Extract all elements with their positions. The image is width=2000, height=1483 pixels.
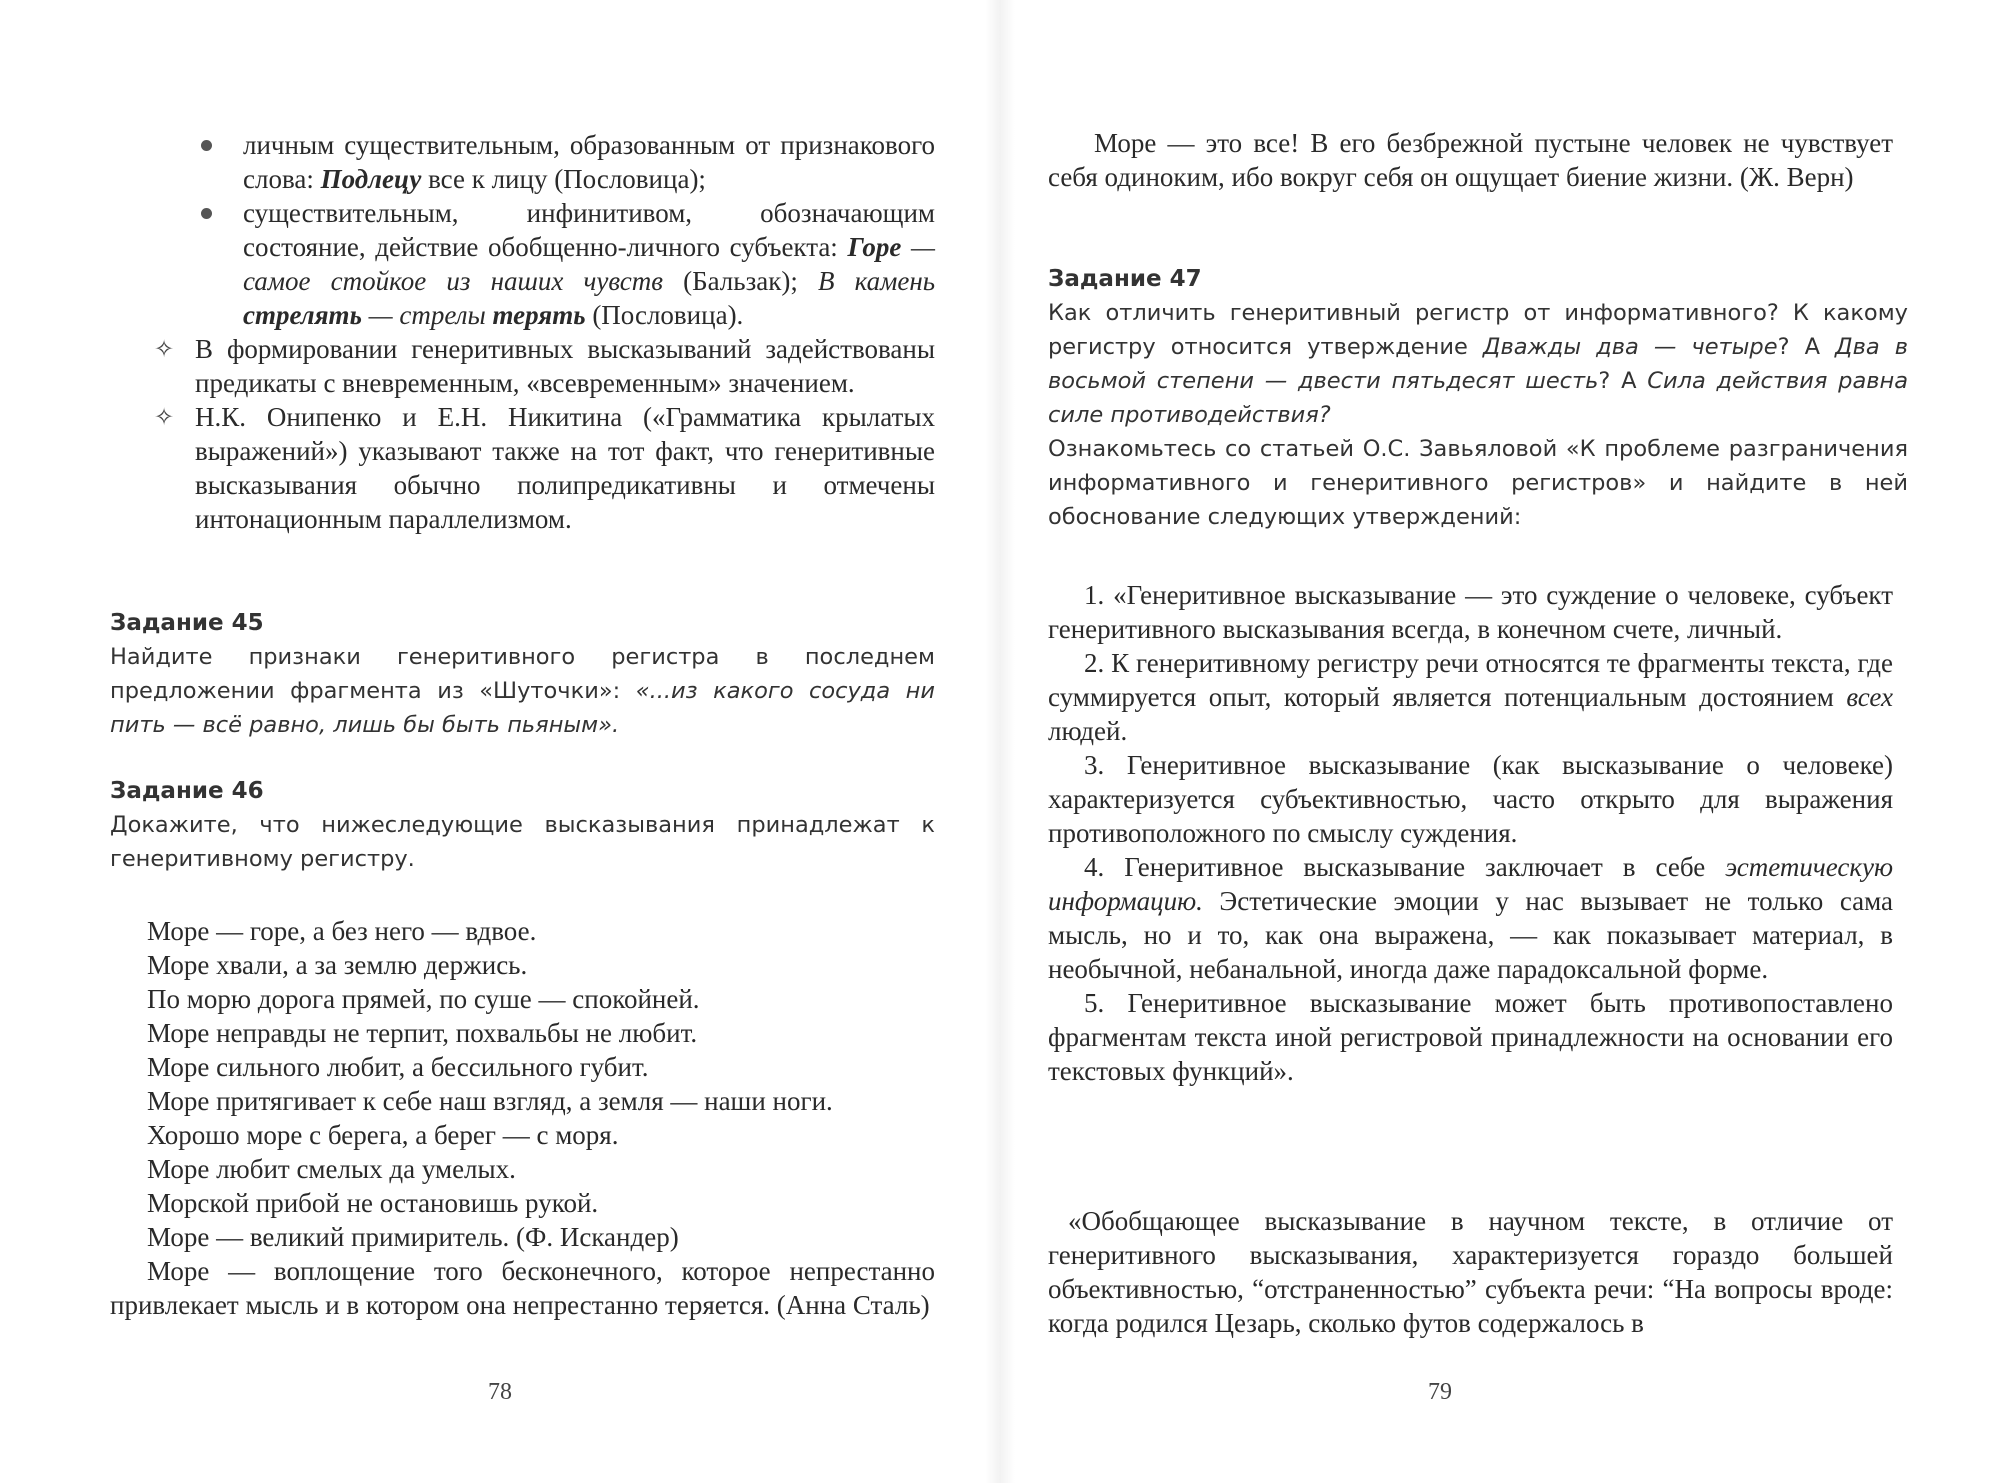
bullet-text: существительным, инфинитивом, обозначающим состояние, действие обобщенно-личного субъекта: [243, 198, 935, 262]
statement-text: людей. [1048, 716, 1128, 746]
statement-text: 2. К генеритивному регистру речи относятся те фрагменты текста, где суммируется опыт, который является потенциальным достоянием [1048, 648, 1893, 712]
proverb: Море — воплощение того бесконечного, которое непрестанно привлекает мысль и в котором она непрестанно теряется. (Анна Сталь) [110, 1256, 935, 1320]
diamond-star-icon: ✧ [154, 335, 175, 363]
task-example: Дважды два — четыре [1482, 334, 1778, 360]
proverb: Море — великий примиритель. (Ф. Искандер) [147, 1222, 679, 1252]
statement-emphasis: эстетическую информацию. [1048, 852, 1893, 916]
bullet-dot-icon [201, 140, 212, 151]
statement [1048, 646, 1893, 748]
task-text-plain: ? А [1777, 334, 1836, 360]
task-text [110, 640, 935, 742]
example-italic: — самое стойкое из наших чувств [243, 232, 936, 296]
task-heading: Задание 47 [1048, 266, 1202, 292]
diamond-star-icon: ✧ [154, 403, 175, 431]
proverb: По морю дорога прямей, по суше — спокойней. [147, 984, 700, 1014]
diamond-text: В формировании генеритивных высказываний задействованы предикаты с вневременным, «всевременным» значением. [195, 334, 935, 398]
example-italic: — стрелы [361, 300, 493, 330]
statement [1048, 850, 1893, 986]
statement: 3. Генеритивное высказывание (как высказывание о человеке) характеризуется субъективностью, часто открыто для выражения противоположного по смыслу суждения. [1048, 750, 1893, 848]
bullet-list [197, 128, 935, 332]
bullet-item [197, 128, 935, 196]
example-italic: В камень [818, 266, 936, 296]
bullet-text: личным существительным, образованным от признакового слова: [243, 130, 935, 194]
task-text-plain: Как отличить генеритивный регистр от информативного? К какому регистру относится утверждение [1048, 300, 1908, 360]
diamond-item [155, 400, 935, 536]
task-45 [110, 606, 935, 742]
verne-quote: Море — это все! В его безбрежной пустыне человек не чувствует себя одиноким, ибо вокруг себя он ощущает биение жизни. (Ж. Верн) [1048, 128, 1893, 192]
task-heading: Задание 46 [110, 778, 264, 804]
statement: 5. Генеритивное высказывание может быть противопоставлено фрагментам текста иной регистровой принадлежности на основании его текстовых функций». [1048, 988, 1893, 1086]
example-bold: Горе [847, 232, 902, 262]
page-number: 78 [488, 1379, 512, 1405]
proverb: Море сильного любит, а бессильного губит. [147, 1052, 649, 1082]
statement: 1. «Генеритивное высказывание — это суждение о человеке, субъект генеритивного высказывания всегда, в конечном счете, личный. [1048, 580, 1893, 644]
proverb: Море любит смелых да умелых. [147, 1154, 516, 1184]
statement-text: 4. Генеритивное высказывание заключает в себе [1084, 852, 1726, 882]
example-source: (Пословица). [585, 300, 744, 330]
proverb: Море неправды не терпит, похвальбы не любит. [147, 1018, 698, 1048]
bullet-example-bold: Подлецу [320, 164, 422, 194]
example-source: (Бальзак); [662, 266, 798, 296]
bullet-text: все к лицу (Пословица); [421, 164, 706, 194]
page-number: 79 [1428, 1379, 1452, 1405]
example-bold: стрелять [243, 300, 362, 330]
proverb: Море притягивает к себе наш взгляд, а земля — наши ноги. [147, 1086, 833, 1116]
task-text-plain: Найдите признаки генеритивного регистра в последнем предложении фрагмента из «Шуточки»: [110, 644, 935, 704]
task-47 [1048, 262, 1908, 534]
diamond-list [155, 332, 935, 536]
diamond-item [155, 332, 935, 400]
bullet-dot-icon [201, 208, 212, 219]
proverb: Морской прибой не остановишь рукой. [147, 1188, 599, 1218]
statements-list [1048, 578, 1893, 1088]
task-text-plain: ? А [1598, 368, 1648, 394]
diamond-text: Н.К. Онипенко и Е.Н. Никитина («Грамматика крылатых выражений») указывают также на тот факт, что генеритивные высказывания обычно полипредикативны и отмечены интонационным параллелизмом. [195, 402, 935, 534]
task-question [1048, 296, 1908, 432]
task-46 [110, 774, 935, 876]
proverb-list [110, 914, 935, 1322]
proverb: Хорошо море с берега, а берег — с моря. [147, 1120, 619, 1150]
right-page [1000, 0, 2000, 1483]
bullet-item [197, 196, 935, 332]
example-bold: терять [492, 300, 586, 330]
task-quote: «...из какого сосуда ни пить — всё равно, лишь бы быть пьяным». [110, 678, 935, 738]
statement-text: Эстетические эмоции у нас вызывает не только сама мысль, но и то, как она выражена, — как показывает материал, в необычной, небанальной, иногда даже парадоксальной форме. [1048, 886, 1893, 984]
statement-emphasis: всех [1846, 682, 1893, 712]
closing-quote: «Обобщающее высказывание в научном тексте, в отличие от генеритивного высказывания, характеризуется гораздо большей объективностью, “отстраненностью” субъекта речи: “На вопросы вроде: когда родился Цезарь, сколько футов содержалось в [1048, 1206, 1893, 1338]
task-heading: Задание 45 [110, 610, 264, 636]
task-instruction: Ознакомьтесь со статьей О.С. Завьяловой «К проблеме разграничения информативного и генеритивного регистров» и найдите в ней обоснование следующих утверждений: [1048, 436, 1908, 530]
task-example: Два в восьмой степени — двести пятьдесят шесть [1048, 334, 1909, 394]
task-example: Сила действия равна силе противодействия? [1048, 368, 1908, 428]
proverb: Море — горе, а без него — вдвое. [147, 916, 537, 946]
proverb: Море хвали, а за землю держись. [147, 950, 528, 980]
task-text: Докажите, что нижеследующие высказывания принадлежат к генеритивному регистру. [110, 812, 935, 872]
